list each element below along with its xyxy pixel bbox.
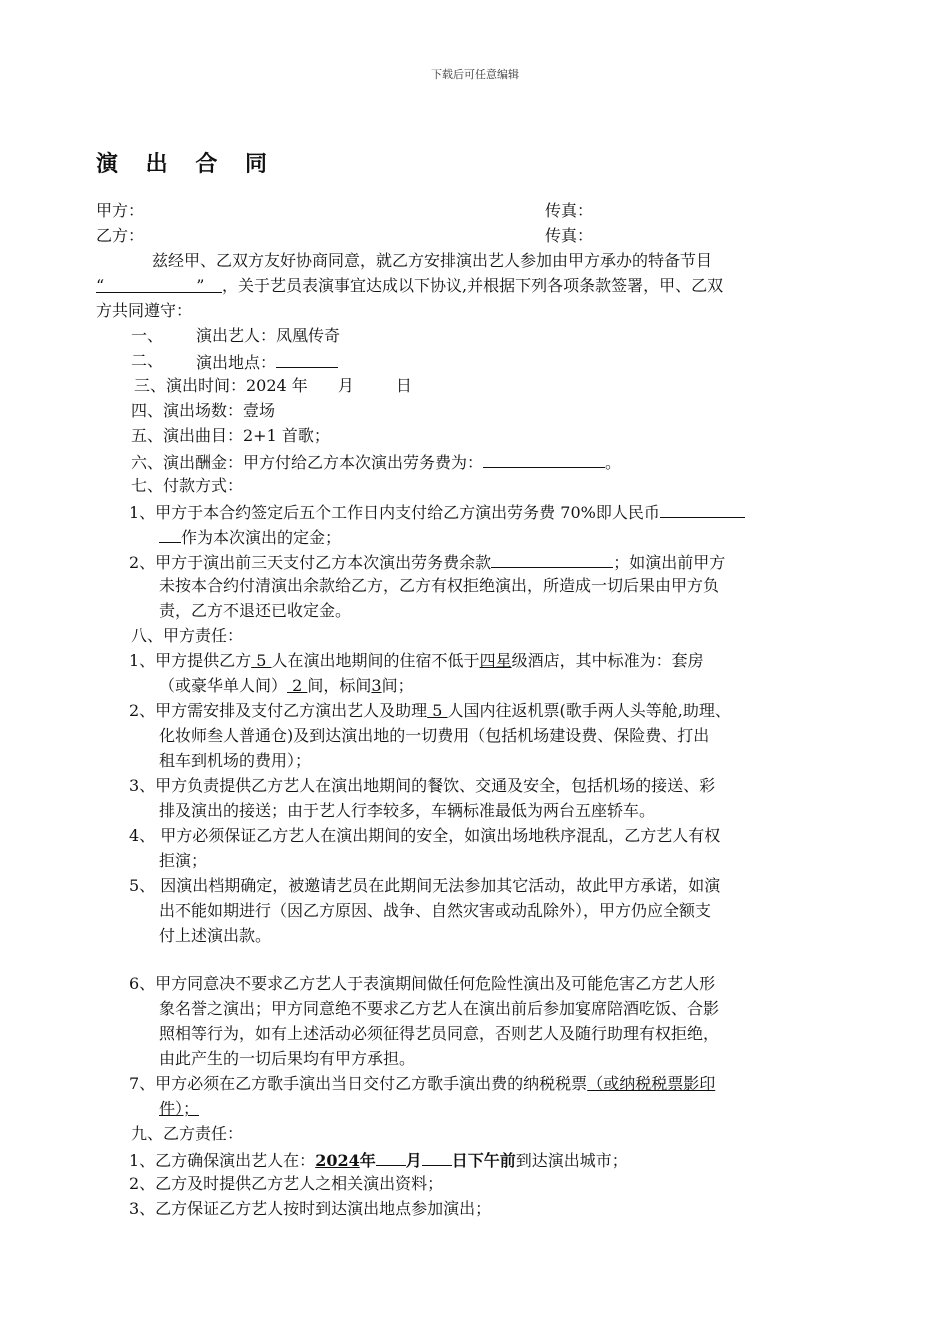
- sec8-item5-b: 出不能如期进行（因乙方原因、战争、自然灾害或动乱除外），甲方仍应全额支: [159, 901, 712, 920]
- sec3-line: 三、演出时间：2024 年 月 日: [134, 376, 412, 395]
- sec8-item2-c: 化妆师叁人普通仓)及到达演出地的一切费用（包括机场建设费、保险费、打出: [159, 726, 710, 745]
- sec8-item4-a: 4、 甲方必须保证乙方艺人在演出期间的安全，如演出场地秩序混乱，乙方艺人有权: [129, 826, 721, 845]
- page-header: 下载后可任意编辑: [431, 68, 519, 81]
- arrival-month-blank: [376, 1148, 406, 1166]
- sec8-item2-d: 租车到机场的费用）；: [159, 751, 312, 770]
- venue-blank: [276, 350, 338, 368]
- sec8-item6-d: 由此产生的一切后果均有甲方承担。: [159, 1049, 416, 1068]
- sec9-item2: 2、乙方及时提供乙方艺人之相关演出资料；: [129, 1174, 444, 1193]
- sec2-line: 演出地点：: [196, 350, 338, 374]
- sec8-item5-a: 5、 因演出档期确定，被邀请艺员在此期间无法参加其它活动，故此甲方承诺，如演: [129, 876, 721, 895]
- fax-b-label: 传真：: [545, 226, 594, 245]
- sec8-item6-c: 照相等行为，如有上述活动必须征得艺员同意，否则艺人及随行助理有权拒绝，: [159, 1024, 720, 1043]
- sec8-item3-b: 排及演出的接送；由于艺人行李较多，车辆标准最低为两台五座轿车。: [159, 801, 656, 820]
- deposit-blank-cont: [159, 525, 181, 543]
- sec7-p1-a: 1、甲方于本合约签定后五个工作日内支付给乙方演出劳务费 70%即人民币: [129, 500, 745, 524]
- sec9-item1: 1、乙方确保演出艺人在：2024年 月 日下午前到达演出城市；: [129, 1148, 628, 1172]
- sec7-heading: 七、付款方式：: [131, 476, 244, 495]
- sec8-item3-a: 3、甲方负责提供乙方艺人在演出地期间的餐饮、交通及安全，包括机场的接送、彩: [129, 776, 716, 795]
- deposit-blank: [660, 500, 745, 518]
- sec8-item1-a: 1、甲方提供乙方 5 人在演出地期间的住宿不低于四星级酒店，其中标准为：套房: [129, 651, 704, 670]
- sec7-p2-a: 2、甲方于演出前三天支付乙方本次演出劳务费余款 ；如演出前甲方: [129, 550, 725, 574]
- arrival-day-blank: [422, 1148, 452, 1166]
- sec4-line: 四、演出场数：壹场: [131, 401, 276, 420]
- sec8-item4-b: 拒演；: [159, 851, 208, 870]
- sec7-p1-b: 作为本次演出的定金；: [159, 525, 341, 549]
- sec8-item7-a: 7、甲方必须在乙方歌手演出当日交付乙方歌手演出费的纳税税票（或纳税税票影印: [129, 1074, 716, 1093]
- intro-line-1: 兹经甲、乙双方友好协商同意，就乙方安排演出艺人参加由甲方承办的特备节目: [152, 251, 713, 270]
- sec7-p2-c: 未按本合约付清演出余款给乙方，乙方有权拒绝演出，所造成一切后果由甲方负: [159, 576, 720, 595]
- fax-a-label: 传真：: [545, 201, 594, 220]
- sec8-item6-b: 象名誉之演出；甲方同意绝不要求乙方艺人在演出前后参加宴席陪酒吃饭、合影: [159, 999, 720, 1018]
- contract-title: 演 出 合 同: [96, 152, 277, 177]
- intro-line-2: “ ” ，关于艺员表演事宜达成以下协议,并根据下列各项条款签署，甲、乙双: [96, 276, 724, 295]
- intro-line-3: 方共同遵守：: [96, 301, 193, 320]
- sec6-line: 六、演出酬金：甲方付给乙方本次演出劳务费为： 。: [131, 450, 621, 474]
- sec8-item2-a: 2、甲方需安排及支付乙方演出艺人及助理 5 人国内往返机票(歌手两人头等舱,助理、: [129, 701, 731, 720]
- sec8-item6-a: 6、甲方同意决不要求乙方艺人于表演期间做任何危险性演出及可能危害乙方艺人形: [129, 974, 716, 993]
- balance-blank: [491, 550, 613, 568]
- sec1-text: 演出艺人：凤凰传奇: [196, 326, 341, 345]
- sec5-line: 五、演出曲目：2+1 首歌；: [131, 426, 330, 445]
- sec8-heading: 八、甲方责任：: [131, 626, 244, 645]
- sec1-num: 一、: [131, 326, 164, 345]
- fee-blank: [483, 450, 605, 468]
- sec9-heading: 九、乙方责任：: [131, 1124, 244, 1143]
- sec8-item5-c: 付上述演出款。: [159, 926, 272, 945]
- sec9-item3: 3、乙方保证乙方艺人按时到达演出地点参加演出；: [129, 1199, 492, 1218]
- sec2-num: 二、: [131, 351, 164, 370]
- party-b-label: 乙方：: [96, 226, 145, 245]
- sec7-p2-d: 责，乙方不退还已收定金。: [159, 601, 352, 620]
- program-name-blank: “ ”: [96, 275, 222, 293]
- sec8-item7-c: 件）；: [159, 1099, 200, 1118]
- party-a-label: 甲方：: [96, 201, 145, 220]
- sec8-item1-b: （或豪华单人间） 2 间，标间3间；: [159, 676, 414, 695]
